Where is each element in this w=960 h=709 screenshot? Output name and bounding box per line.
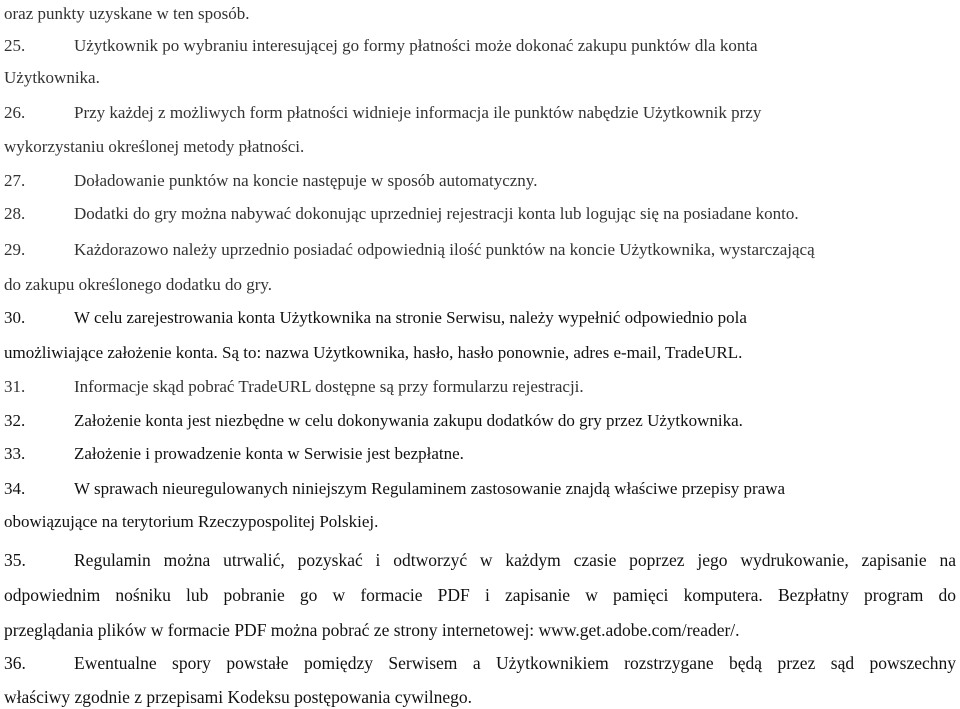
paragraph-34 <box>4 477 785 501</box>
paragraph-27 <box>4 169 537 193</box>
text-line: umożliwiające założenie konta. Są to: nazwa Użytkownika, hasło, hasło ponownie, adres e-mail, TradeURL. <box>4 343 743 362</box>
paragraph-36 <box>4 651 956 675</box>
paragraph-text: W celu zarejestrowania konta Użytkownika na stronie Serwisu, należy wypełnić odpowiednio pola <box>74 308 747 327</box>
paragraph-26 <box>4 101 761 125</box>
paragraph-32 <box>4 409 743 433</box>
paragraph-text: Regulamin można utrwalić, pozyskać i odtworzyć w każdym czasie poprzez jego wydrukowanie, zapisanie na <box>74 550 956 570</box>
paragraph-number: 25. <box>4 36 26 55</box>
paragraph-30 <box>4 306 747 330</box>
paragraph-25 <box>4 34 758 58</box>
text-line: wykorzystaniu określonej metody płatności. <box>4 137 305 156</box>
text-line: oraz punkty uzyskane w ten sposób. <box>4 4 250 23</box>
paragraph-text: Ewentualne spory powstałe pomiędzy Serwisem a Użytkownikiem rozstrzygane będą przez sąd powszechny <box>74 653 956 673</box>
paragraph-number: 36. <box>4 653 26 673</box>
paragraph-text: Założenie i prowadzenie konta w Serwisie jest bezpłatne. <box>74 444 464 463</box>
paragraph-text: Założenie konta jest niezbędne w celu dokonywania zakupu dodatków do gry przez Użytkownika. <box>74 411 743 430</box>
paragraph-text: Użytkownik po wybraniu interesującej go formy płatności może dokonać zakupu punktów dla konta <box>74 36 758 55</box>
paragraph-28 <box>4 202 799 226</box>
paragraph-35 <box>4 548 956 572</box>
paragraph-number: 27. <box>4 171 26 190</box>
paragraph-33 <box>4 442 464 466</box>
paragraph-number: 35. <box>4 550 26 570</box>
paragraph-text: Dodatki do gry można nabywać dokonując uprzedniej rejestracji konta lub logując się na posiadane konto. <box>74 204 799 223</box>
paragraph-number: 34. <box>4 479 26 498</box>
text-line: do zakupu określonego dodatku do gry. <box>4 275 273 294</box>
paragraph-number: 28. <box>4 204 26 223</box>
text-line: Użytkownika. <box>4 68 100 87</box>
paragraph-31 <box>4 375 584 399</box>
paragraph-number: 31. <box>4 377 26 396</box>
paragraph-text: W sprawach nieuregulowanych niniejszym Regulaminem zastosowanie znajdą właściwe przepisy prawa <box>74 479 786 498</box>
paragraph-number: 33. <box>4 444 26 463</box>
text-line: przeglądania plików w formacie PDF można pobrać ze strony internetowej: www.get.adobe.com/reader/. <box>4 620 740 640</box>
paragraph-number: 32. <box>4 411 26 430</box>
paragraph-number: 29. <box>4 240 26 259</box>
paragraph-29 <box>4 238 815 262</box>
paragraph-text: Przy każdej z możliwych form płatności widnieje informacja ile punktów nabędzie Użytkownik przy <box>74 103 762 122</box>
paragraph-number: 26. <box>4 103 26 122</box>
text-line: obowiązujące na terytorium Rzeczypospolitej Polskiej. <box>4 512 379 531</box>
paragraph-text: Informacje skąd pobrać TradeURL dostępne są przy formularzu rejestracji. <box>74 377 584 396</box>
text-line: właściwy zgodnie z przepisami Kodeksu postępowania cywilnego. <box>4 687 472 707</box>
paragraph-text: Każdorazowo należy uprzednio posiadać odpowiednią ilość punktów na koncie Użytkownika, wystarczającą <box>74 240 815 259</box>
paragraph-text: Doładowanie punktów na koncie następuje w sposób automatyczny. <box>74 171 538 190</box>
paragraph-number: 30. <box>4 308 26 327</box>
text-line: odpowiednim nośniku lub pobranie go w formacie PDF i zapisanie w pamięci komputera. Bezpłatny program do <box>4 585 956 605</box>
